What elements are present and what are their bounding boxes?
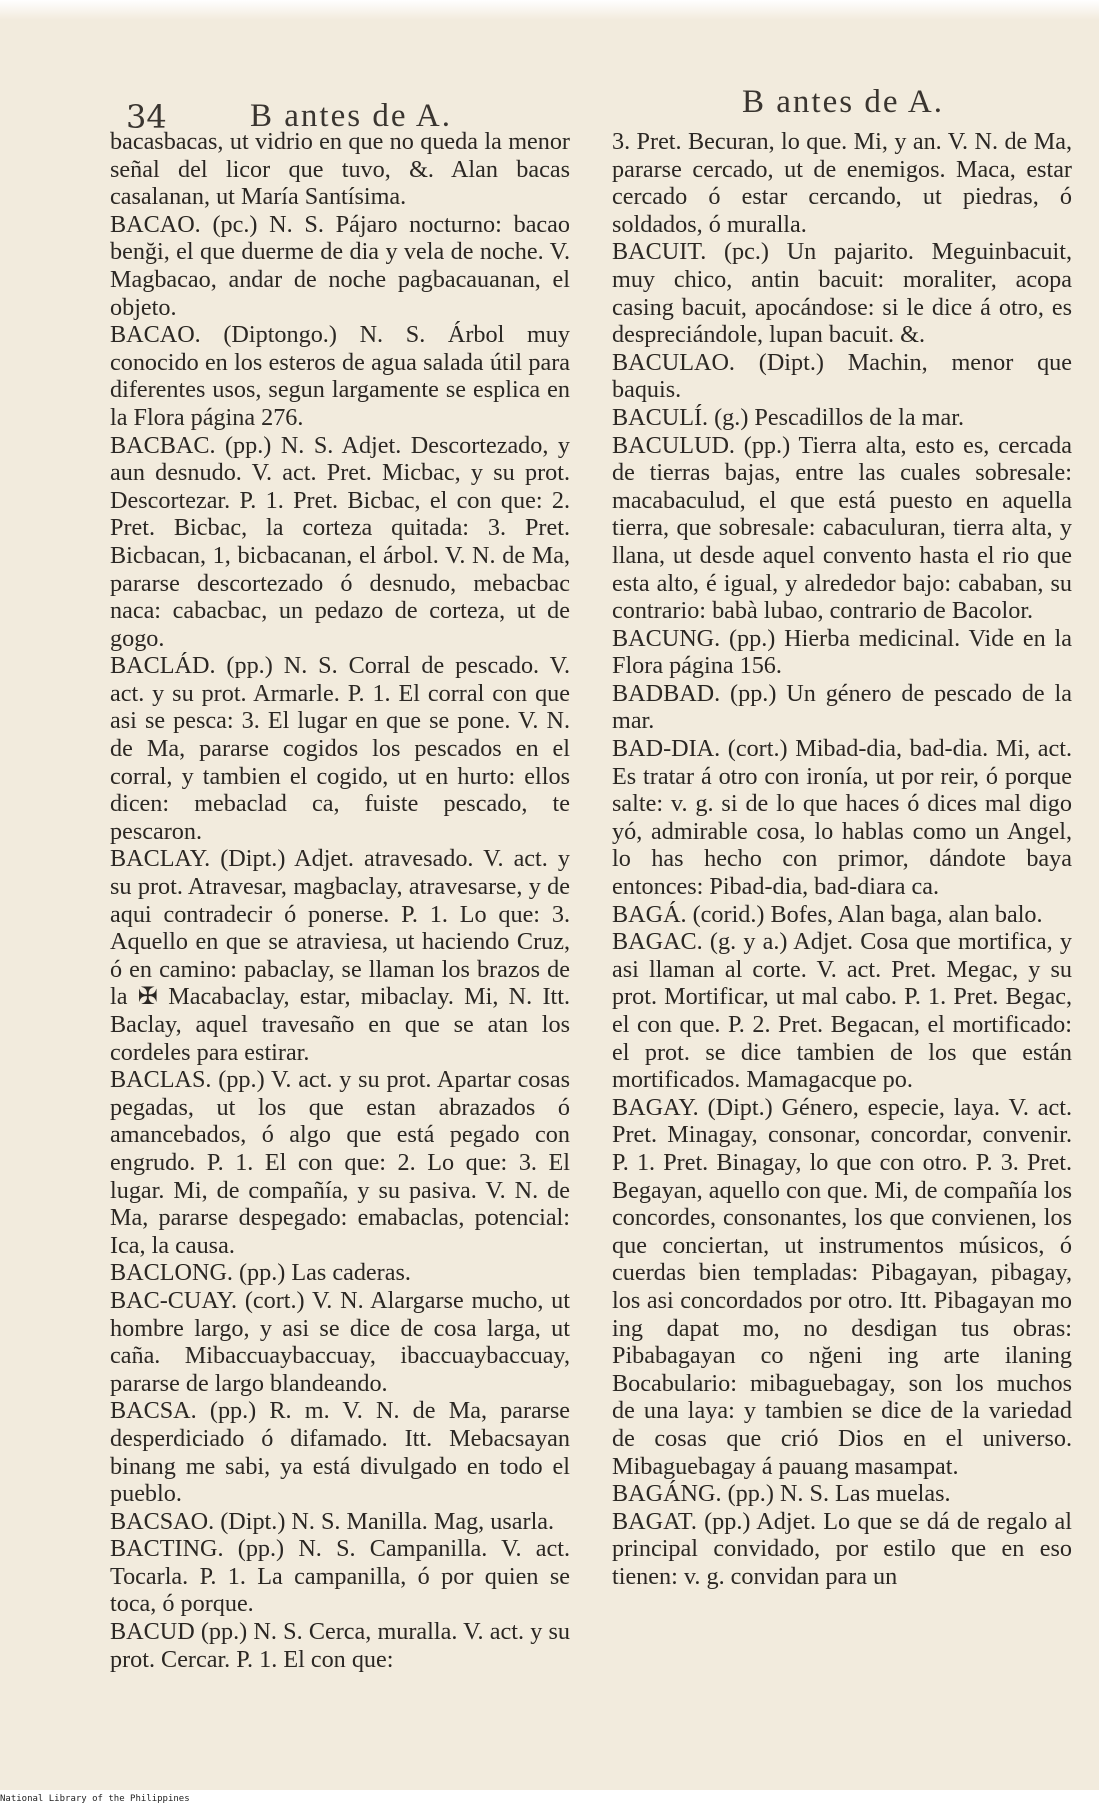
dictionary-entry: bacasbacas, ut vidrio en que no queda la menor señal del licor que tuvo, &. Alan bacas casalanan, ut María Santísima. <box>110 128 570 211</box>
dictionary-entry: BACULUD. (pp.) Tierra alta, esto es, cercada de tierras bajas, entre las cuales sobresale: macabaculud, el que está puesto en aquella tierra, que sobresale: cabaculuran, tierra alta, y llana, ut desde aquel convento hasta el rio que esta alto, é igual, y alrededor bajo: cababan, su contrario: babà lubao, contrario de Bacolor. <box>612 431 1072 625</box>
dictionary-entry: BACSAO. (Dipt.) N. S. Manilla. Mag, usarla. <box>110 1507 555 1535</box>
dictionary-entry: BACLAS. (pp.) V. act. y su prot. Apartar cosas pegadas, ut los que estan abrazados ó amancebados, ó algo que está pegado con engrudo. P. 1. El con que: 2. Lo que: 3. El lugar. Mi, de compañía, y su pasiva. V. N. de Ma, pararse despegado: emabaclas, potencial: Ica, la causa. <box>110 1066 570 1259</box>
running-header-right: B antes de A. <box>742 84 944 120</box>
dictionary-entry: BAGAC. (g. y a.) Adjet. Cosa que mortifica, y asi llaman al corte. V. act. Pret. Megac, y su prot. Mortificar, ut mal cabo. P. 1. Pret. Begac, el con que. P. 2. Pret. Begacan, el mortificado: el prot. se dice tambien de los que están mortificados. Mamagacque po. <box>612 928 1072 1094</box>
dictionary-entry: BAGAY. (Dipt.) Género, especie, laya. V. act. Pret. Minagay, consonar, concordar, convenir. P. 1. Pret. Binagay, lo que con otro. P. 3. Pret. Begayan, aquello con que. Mi, de compañía los concordes, consonantes, los que convienen, los que conciertan, ut instrumentos músicos, ó cuerdas bien templadas: Pibagayan, pibagay, los asi concordados por otro. Itt. Pibagayan mo ing dapat mo, no desdigan tus obras: Pibabagayan co nğeni ing arte ilaning Bocabulario: mibaguebagay, son los muchos de una laya: y tambien se dice de la variedad de cosas que crió Dios en el universo. Mibaguebagay á pauang masampat. <box>612 1093 1072 1480</box>
dictionary-entry: BAC-CUAY. (cort.) V. N. Alargarse mucho, ut hombre largo, y asi se dice de cosa larga, ut caña. Mibaccuaybaccuay, ibaccuaybaccuay, pararse de largo blandeando. <box>110 1286 570 1397</box>
page-edge <box>0 0 1099 20</box>
dictionary-entry: BAD-DIA. (cort.) Mibad-dia, bad-dia. Mi, act. Es tratar á otro con ironía, ut por reir, ó porque salte: v. g. si de lo que haces ó dices mal digo yó, admirable cosa, lo hablas como un Angel, lo has hecho con primor, dándote baya entonces: Pibad-dia, bad-diara ca. <box>612 735 1072 901</box>
dictionary-entry: BACAO. (pc.) N. S. Pájaro nocturno: bacao benği, el que duerme de dia y vela de noche. V. Magbacao, andar de noche pagbacauanan, el objeto. <box>110 210 570 321</box>
dictionary-entry: 3. Pret. Becuran, lo que. Mi, y an. V. N. de Ma, pararse cercado, ut de enemigos. Maca, estar cercado ó estar cercando, ut piedras, ó soldados, ó muralla. <box>612 128 1072 238</box>
dictionary-entry: BACLÁD. (pp.) N. S. Corral de pescado. V. act. y su prot. Armarle. P. 1. El corral con que asi se pesca: 3. El lugar en que se pone. V. N. de Ma, pararse cogidos los pescados en el corral, y tambien el cogido, ut en hurto: ellos dicen: mebaclad ca, fuiste pescado, te pescaron. <box>110 652 570 845</box>
dictionary-entry: BACAO. (Diptongo.) N. S. Árbol muy conocido en los esteros de agua salada útil para diferentes usos, segun largamente se esplica en la Flora página 276. <box>110 321 570 431</box>
dictionary-entry: BACUIT. (pc.) Un pajarito. Meguinbacuit, muy chico, antin bacuit: moraliter, acopa casing bacuit, apocándose: si le dice á otro, es despreciándole, lupan bacuit. &. <box>612 238 1072 349</box>
dictionary-entry: BACLAY. (Dipt.) Adjet. atravesado. V. act. y su prot. Atravesar, magbaclay, atravesarse, y de aqui contradecir ó ponerse. P. 1. Lo que: 3. Aquello en que se atraviesa, ut haciendo Cruz, ó en camino: pabaclay, se llaman los brazos de la ✠ Macabaclay, estar, mibaclay. Mi, N. Itt. Baclay, aquel travesaño en que se atan los cordeles para estirar. <box>110 845 570 1066</box>
dictionary-entry: BACUD (pp.) N. S. Cerca, muralla. V. act. y su prot. Cercar. P. 1. El con que: <box>110 1618 570 1673</box>
dictionary-entry: BACULÍ. (g.) Pescadillos de la mar. <box>612 403 964 431</box>
dictionary-entry: BACTING. (pp.) N. S. Campanilla. V. act. Tocarla. P. 1. La campanilla, ó por quien se toca, ó porque. <box>110 1535 570 1618</box>
running-header-left: B antes de A. <box>250 98 452 134</box>
dictionary-entry: BADBAD. (pp.) Un género de pescado de la mar. <box>612 679 1072 735</box>
dictionary-entry: BACULAO. (Dipt.) Machin, menor que baquis. <box>612 348 1072 404</box>
library-watermark: National Library of the Philippines <box>0 1794 190 1804</box>
page-number: 34 <box>126 98 167 136</box>
dictionary-entry: BAGÁ. (corid.) Bofes, Alan baga, alan balo. <box>612 900 1043 928</box>
dictionary-entry: BAGAT. (pp.) Adjet. Lo que se dá de regalo al principal convidado, por estilo que en eso tienen: v. g. convidan para un <box>612 1507 1072 1590</box>
dictionary-entry: BACLONG. (pp.) Las caderas. <box>110 1259 411 1287</box>
left-column <box>110 128 570 1673</box>
dictionary-entry: BACUNG. (pp.) Hierba medicinal. Vide en la Flora página 156. <box>612 624 1072 680</box>
dictionary-entry: BACSA. (pp.) R. m. V. N. de Ma, pararse desperdiciado ó difamado. Itt. Mebacsayan binang me sabi, ya está divulgado en todo el pueblo. <box>110 1397 570 1508</box>
dictionary-entry: BAGÁNG. (pp.) N. S. Las muelas. <box>612 1480 951 1508</box>
right-column <box>612 128 1072 1590</box>
dictionary-entry: BACBAC. (pp.) N. S. Adjet. Descortezado, y aun desnudo. V. act. Pret. Micbac, y su prot. Descortezar. P. 1. Pret. Bicbac, el con que: 2. Pret. Bicbac, la corteza quitada: 3. Pret. Bicbacan, 1, bicbacanan, el árbol. V. N. de Ma, pararse descortezado ó desnudo, mebacbac naca: cabacbac, un pedazo de corteza, ut de gogo. <box>110 431 570 652</box>
